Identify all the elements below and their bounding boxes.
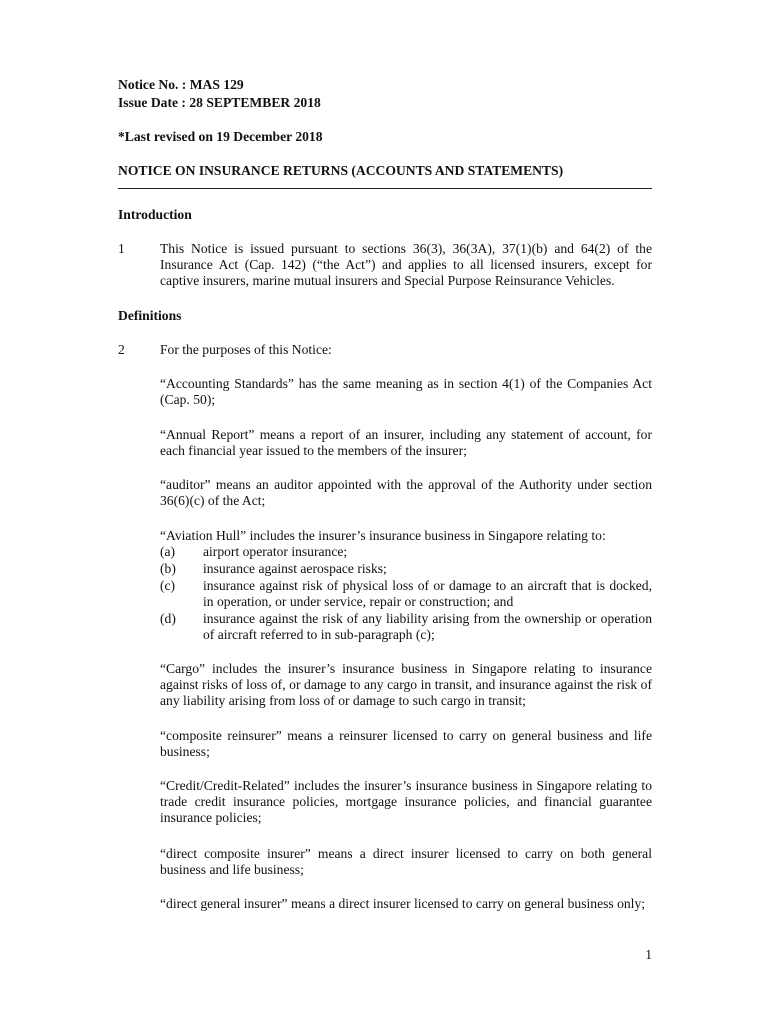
aviation-item-label-b: (b) bbox=[160, 561, 176, 576]
definition-aviation-hull: “Aviation Hull” includes the insurer’s insurance business in Singapore relating to: bbox=[160, 528, 606, 543]
notice-number: Notice No. : MAS 129 bbox=[118, 77, 244, 92]
aviation-item-text-a: airport operator insurance; bbox=[203, 544, 348, 559]
paragraph-number-2: 2 bbox=[118, 342, 125, 357]
definition-composite-reinsurer: “composite reinsurer” means a reinsurer licensed to carry on general business and life business; bbox=[160, 728, 652, 759]
last-revised: *Last revised on 19 December 2018 bbox=[118, 129, 323, 144]
definitions-lead: For the purposes of this Notice: bbox=[160, 342, 332, 357]
definition-credit: “Credit/Credit-Related” includes the insurer’s insurance business in Singapore relating to trade credit insurance policies, mortgage insurance policies, and financial guarantee insurance policies; bbox=[160, 778, 652, 825]
definition-direct-composite: “direct composite insurer” means a direct insurer licensed to carry on both general business and life business; bbox=[160, 846, 652, 877]
definition-annual-report: “Annual Report” means a report of an insurer, including any statement of account, for each financial year issued to the members of the insurer; bbox=[160, 427, 652, 458]
page-number: 1 bbox=[645, 947, 652, 962]
definition-accounting-standards: “Accounting Standards” has the same meaning as in section 4(1) of the Companies Act (Cap. 50); bbox=[160, 376, 652, 407]
aviation-item-text-d: insurance against the risk of any liability arising from the ownership or operation of aircraft referred to in sub-paragraph (c); bbox=[203, 611, 652, 642]
definition-auditor: “auditor” means an auditor appointed with the approval of the Authority under section 36(6)(c) of the Act; bbox=[160, 477, 652, 508]
title-divider bbox=[118, 188, 652, 189]
issue-date: Issue Date : 28 SEPTEMBER 2018 bbox=[118, 95, 321, 110]
notice-title: NOTICE ON INSURANCE RETURNS (ACCOUNTS AND STATEMENTS) bbox=[118, 163, 564, 178]
aviation-item-text-c: insurance against risk of physical loss of or damage to an aircraft that is docked, in operation, or under service, repair or construction; and bbox=[203, 578, 652, 609]
paragraph-number-1: 1 bbox=[118, 241, 125, 256]
aviation-item-label-d: (d) bbox=[160, 611, 176, 626]
aviation-item-label-c: (c) bbox=[160, 578, 176, 593]
definitions-heading: Definitions bbox=[118, 308, 182, 323]
introduction-heading: Introduction bbox=[118, 207, 192, 222]
aviation-item-text-b: insurance against aerospace risks; bbox=[203, 561, 387, 576]
introduction-text: This Notice is issued pursuant to sections 36(3), 36(3A), 37(1)(b) and 64(2) of the Insurance Act (Cap. 142) (“the Act”) and applies to all licensed insurers, except for captive insurers, marine mutual insurers and Special Purpose Reinsurance Vehicles. bbox=[160, 241, 652, 288]
definition-cargo: “Cargo” includes the insurer’s insurance business in Singapore relating to insurance against risks of loss of, or damage to any cargo in transit, and insurance against the risk of any liability arising from loss of or damage to such cargo in transit; bbox=[160, 661, 652, 708]
definition-direct-general: “direct general insurer” means a direct insurer licensed to carry on general business only; bbox=[160, 896, 646, 911]
aviation-item-label-a: (a) bbox=[160, 544, 176, 559]
